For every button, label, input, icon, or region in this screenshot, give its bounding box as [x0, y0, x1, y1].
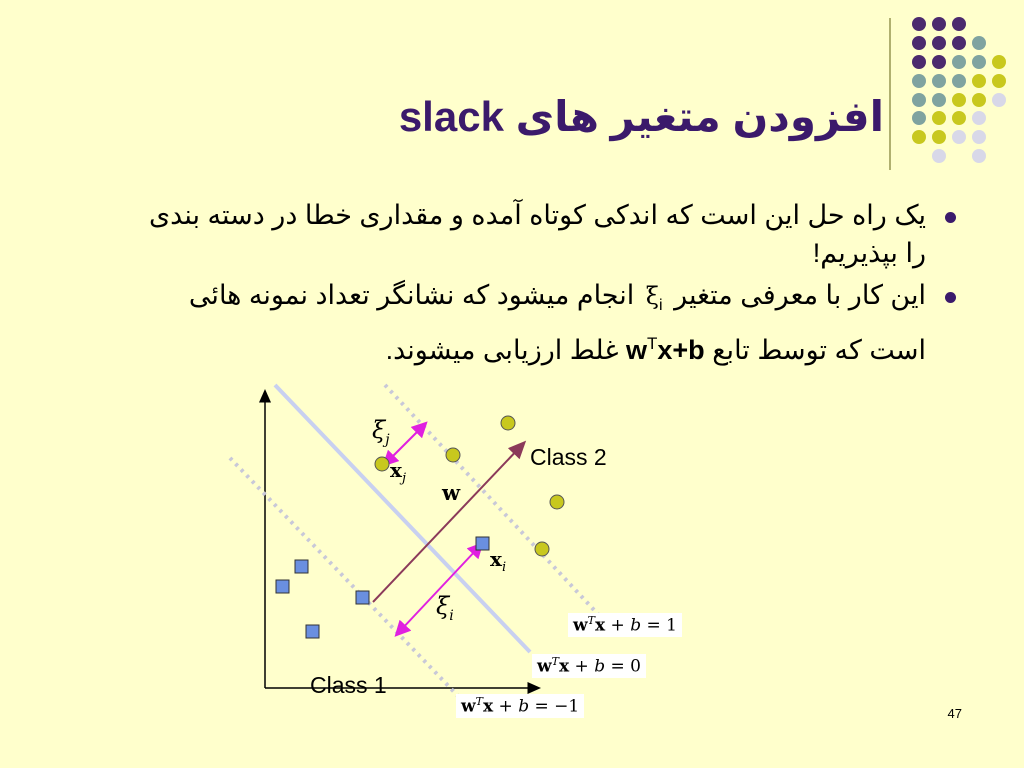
- class1-label: Class 1: [310, 672, 387, 698]
- class2-point-xj: [375, 457, 389, 471]
- decision-boundary-line: [275, 385, 530, 652]
- x-j-label: $x_j$: [390, 458, 406, 486]
- class2-point: [535, 542, 549, 556]
- xi-symbol: $\xi_i$: [645, 282, 663, 314]
- margin-minus-equation: $w^Tx + b = -1$: [456, 694, 584, 718]
- class1-point: [306, 625, 319, 638]
- bullet-line: را بپذیریم!: [812, 238, 926, 268]
- class2-point: [550, 495, 564, 509]
- boundary-equation: $w^Tx + b = 0$: [532, 654, 646, 678]
- margin-plus-equation: $w^Tx + b = 1$: [568, 613, 682, 637]
- class2-point: [446, 448, 460, 462]
- bullet-text: انجام میشود که نشانگر تعداد نمونه هائی: [188, 280, 635, 310]
- class1-point: [276, 580, 289, 593]
- xi-i-label: $\xi_i$: [436, 592, 454, 624]
- x-i-label: $x_i$: [490, 547, 507, 575]
- bullet-text: است که توسط تابع: [712, 334, 926, 365]
- class1-point-xi: [476, 537, 489, 550]
- decision-function: $w^Tx+b$: [625, 333, 705, 365]
- bullet-text: غلط ارزیابی میشوند.: [385, 334, 619, 365]
- class2-point: [501, 416, 515, 430]
- class1-point: [295, 560, 308, 573]
- xi-j-label: $\xi_j$: [372, 416, 390, 448]
- margin-plus-line: [385, 385, 608, 625]
- slide-title: افزودن متغیر های slack: [398, 93, 884, 140]
- class1-point: [356, 591, 369, 604]
- bullet-line: یک راه حل این است که اندکی کوتاه آمده و مقداری خطا در دسته بندی: [149, 200, 926, 230]
- margin-minus-line: [230, 458, 458, 696]
- bullet-text: این کار با معرفی متغیر: [674, 280, 926, 310]
- class2-label: Class 2: [530, 444, 607, 470]
- slack-arrow-j: [388, 427, 422, 461]
- w-label: w: [442, 480, 461, 505]
- page-number: 47: [947, 706, 962, 721]
